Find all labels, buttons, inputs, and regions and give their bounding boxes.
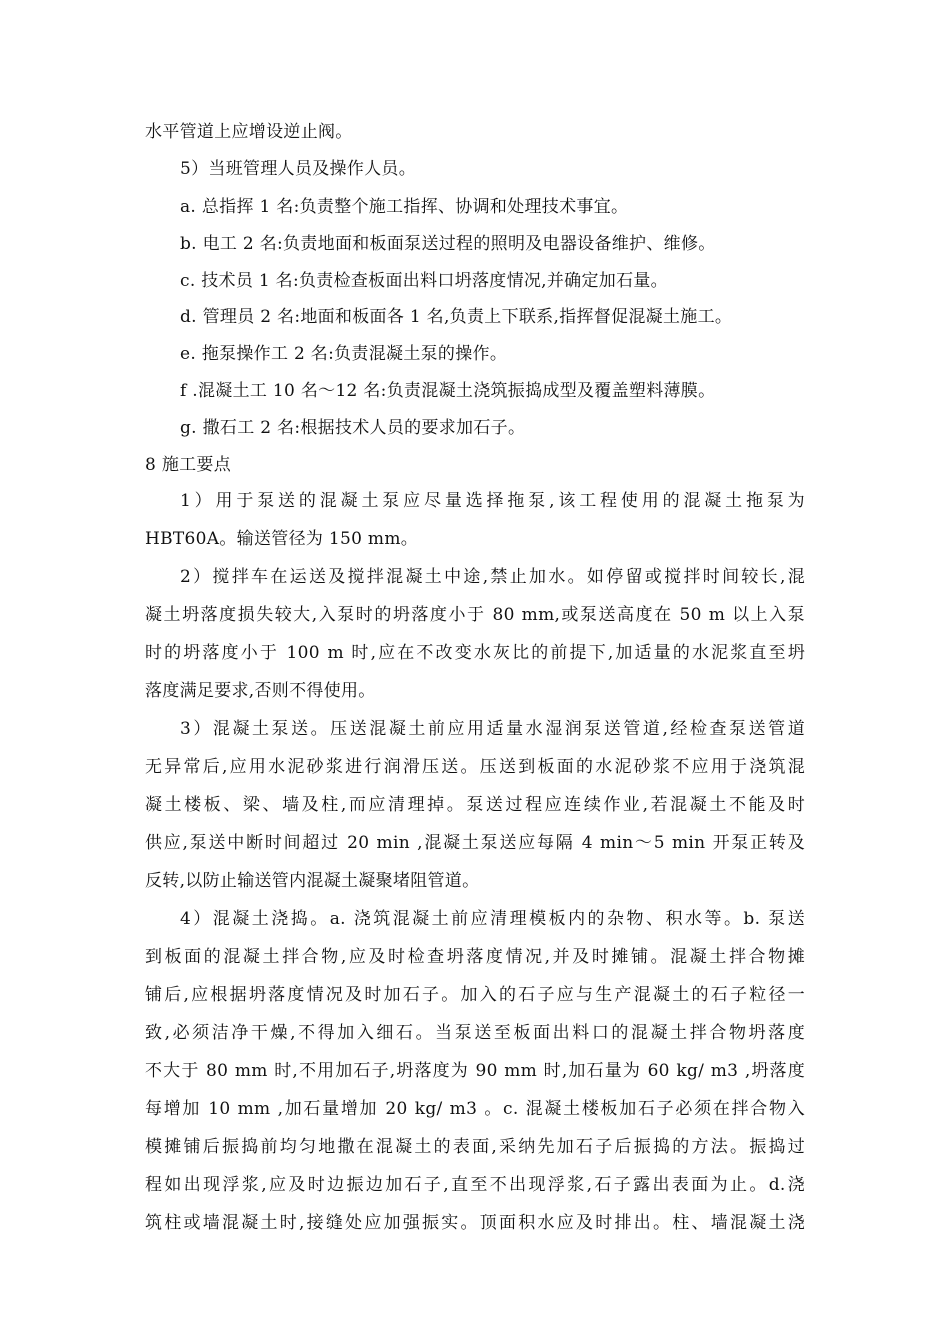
paragraph-line: 凝土坍落度损失较大,入泵时的坍落度小于 80 mm,或泵送高度在 50 m 以上入泵 bbox=[145, 605, 805, 625]
paragraph-line: 到板面的混凝土拌合物,应及时检查坍落度情况,并及时摊铺。混凝土拌合物摊 bbox=[145, 947, 805, 967]
paragraph-line: 每增加 10 mm ,加石量增加 20 kg/ m3 。c. 混凝土楼板加石子必须在拌合物入 bbox=[145, 1099, 805, 1119]
paragraph-line: 时的坍落度小于 100 m 时,应在不改变水灰比的前提下,加适量的水泥浆直至坍 bbox=[145, 643, 805, 663]
list-heading: 5）当班管理人员及操作人员。 bbox=[180, 159, 417, 179]
paragraph-line: 2）搅拌车在运送及搅拌混凝土中途,禁止加水。如停留或搅拌时间较长,混 bbox=[180, 567, 805, 587]
paragraph-line: 模摊铺后振捣前均匀地撒在混凝土的表面,采纳先加石子后振捣的方法。振捣过 bbox=[145, 1137, 805, 1157]
list-item: b. 电工 2 名:负责地面和板面泵送过程的照明及电器设备维护、维修。 bbox=[180, 234, 716, 254]
paragraph-line: HBT60A。输送管径为 150 mm。 bbox=[145, 529, 419, 549]
list-item: g. 撒石工 2 名:根据技术人员的要求加石子。 bbox=[180, 418, 526, 438]
list-item: d. 管理员 2 名:地面和板面各 1 名,负责上下联系,指挥督促混凝土施工。 bbox=[180, 307, 733, 327]
list-item: a. 总指挥 1 名:负责整个施工指挥、协调和处理技术事宜。 bbox=[180, 197, 629, 217]
paragraph-line: 致,必须洁净干燥,不得加入细石。当泵送至板面出料口的混凝土拌合物坍落度 bbox=[145, 1023, 805, 1043]
paragraph-line: 4）混凝土浇捣。a. 浇筑混凝土前应清理模板内的杂物、积水等。b. 泵送 bbox=[180, 909, 805, 929]
text-line: 水平管道上应增设逆止阀。 bbox=[145, 122, 353, 142]
paragraph-line: 反转,以防止输送管内混凝土凝聚堵阻管道。 bbox=[145, 871, 480, 891]
paragraph-line: 筑柱或墙混凝土时,接缝处应加强振实。顶面积水应及时排出。柱、墙混凝土浇 bbox=[145, 1213, 805, 1233]
list-item: e. 拖泵操作工 2 名:负责混凝土泵的操作。 bbox=[180, 344, 508, 364]
paragraph-line: 铺后,应根据坍落度情况及时加石子。加入的石子应与生产混凝土的石子粒径一 bbox=[145, 985, 805, 1005]
paragraph-line: 无异常后,应用水泥砂浆进行润滑压送。压送到板面的水泥砂浆不应用于浇筑混 bbox=[145, 757, 805, 777]
section-heading: 8 施工要点 bbox=[145, 455, 232, 475]
paragraph-line: 凝土楼板、梁、墙及柱,而应清理掉。泵送过程应连续作业,若混凝土不能及时 bbox=[145, 795, 805, 815]
paragraph-line: 不大于 80 mm 时,不用加石子,坍落度为 90 mm 时,加石量为 60 kg/ m3 ,坍落度 bbox=[145, 1061, 805, 1081]
paragraph-line: 3）混凝土泵送。压送混凝土前应用适量水湿润泵送管道,经检查泵送管道 bbox=[180, 719, 805, 739]
paragraph-line: 供应,泵送中断时间超过 20 min ,混凝土泵送应每隔 4 min～5 min 开泵正转及 bbox=[145, 833, 805, 853]
paragraph-line: 程如出现浮浆,应及时边振边加石子,直至不出现浮浆,石子露出表面为止。d.浇 bbox=[145, 1175, 805, 1195]
list-item: f .混凝土工 10 名～12 名:负责混凝土浇筑振捣成型及覆盖塑料薄膜。 bbox=[180, 381, 716, 401]
paragraph-line: 1）用于泵送的混凝土泵应尽量选择拖泵,该工程使用的混凝土拖泵为 bbox=[180, 491, 805, 511]
paragraph-line: 落度满足要求,否则不得使用。 bbox=[145, 681, 376, 701]
list-item: c. 技术员 1 名:负责检查板面出料口坍落度情况,并确定加石量。 bbox=[180, 271, 668, 291]
